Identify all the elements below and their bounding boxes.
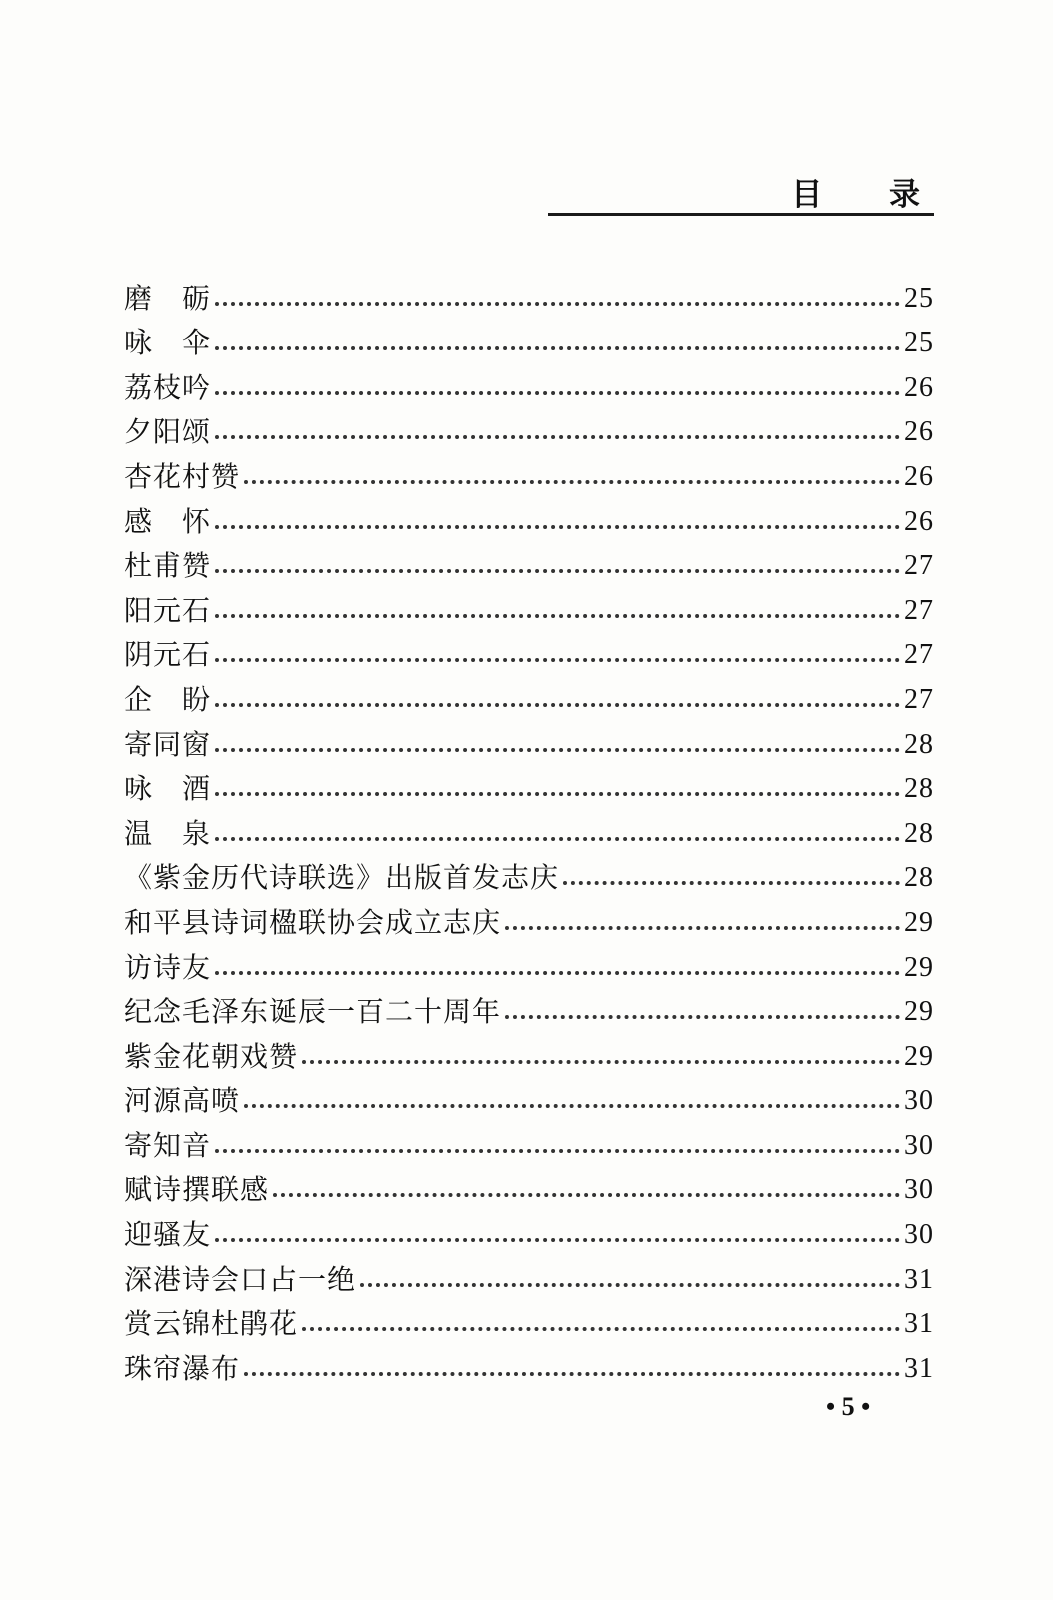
entry-title: 寄同窗 <box>124 727 212 761</box>
dot-leader <box>215 346 900 350</box>
toc-entry[interactable] <box>124 1208 934 1253</box>
toc-entry[interactable] <box>124 1298 934 1343</box>
dot-leader <box>215 971 900 975</box>
dot-leader <box>215 748 900 752</box>
toc-entry[interactable] <box>124 852 934 897</box>
entry-page-number: 31 <box>904 1263 934 1295</box>
toc-entry[interactable] <box>124 1164 934 1209</box>
toc-entry[interactable] <box>124 406 934 451</box>
entry-title: 企 盼 <box>124 682 212 716</box>
dot-leader <box>215 703 900 707</box>
entry-page-number: 31 <box>904 1352 934 1384</box>
entry-title: 阴元石 <box>124 638 212 672</box>
entry-page-number: 29 <box>904 951 934 983</box>
entry-title: 杏花村赞 <box>124 459 241 493</box>
dot-leader <box>215 569 900 573</box>
entry-page-number: 30 <box>904 1129 934 1161</box>
entry-title: 珠帘瀑布 <box>124 1351 241 1385</box>
entry-page-number: 25 <box>904 282 934 314</box>
entry-title: 感 怀 <box>124 504 212 538</box>
dot-leader <box>215 792 900 796</box>
toc-entry[interactable] <box>124 629 934 674</box>
toc-entry[interactable] <box>124 540 934 585</box>
dot-leader <box>215 658 900 662</box>
entry-title: 河源高喷 <box>124 1084 241 1118</box>
entry-title: 温 泉 <box>124 816 212 850</box>
dot-leader <box>215 1238 900 1242</box>
toc-entry[interactable] <box>124 1253 934 1298</box>
page-title: 目 录 <box>791 177 948 213</box>
dot-leader <box>302 1327 900 1331</box>
toc-entry[interactable] <box>124 317 934 362</box>
entry-title: 《紫金历代诗联选》出版首发志庆 <box>124 861 560 895</box>
entry-page-number: 29 <box>904 1040 934 1072</box>
entry-page-number: 28 <box>904 773 934 805</box>
entry-page-number: 26 <box>904 371 934 403</box>
dot-leader <box>563 881 900 885</box>
dot-leader <box>215 837 900 841</box>
toc-entry[interactable] <box>124 450 934 495</box>
entry-page-number: 30 <box>904 1085 934 1117</box>
entry-title: 杜甫赞 <box>124 549 212 583</box>
dot-leader <box>505 1015 900 1019</box>
dot-leader <box>360 1283 900 1287</box>
entry-title: 阳元石 <box>124 593 212 627</box>
toc-entry[interactable] <box>124 1075 934 1120</box>
entry-title: 深港诗会口占一绝 <box>124 1262 357 1296</box>
entry-title: 咏 酒 <box>124 772 212 806</box>
entry-page-number: 26 <box>904 460 934 492</box>
toc-entry[interactable] <box>124 941 934 986</box>
table-of-contents <box>124 272 934 1387</box>
entry-title: 咏 伞 <box>124 326 212 360</box>
entry-title: 访诗友 <box>124 950 212 984</box>
entry-title: 夕阳颂 <box>124 415 212 449</box>
toc-entry[interactable] <box>124 584 934 629</box>
entry-title: 赏云锦杜鹃花 <box>124 1307 299 1341</box>
entry-page-number: 30 <box>904 1174 934 1206</box>
dot-leader <box>215 302 900 306</box>
toc-entry[interactable] <box>124 272 934 317</box>
entry-page-number: 28 <box>904 728 934 760</box>
entry-page-number: 26 <box>904 505 934 537</box>
dot-leader <box>215 435 900 439</box>
entry-title: 迎骚友 <box>124 1218 212 1252</box>
page-number: • 5 • <box>826 1392 871 1421</box>
toc-entry[interactable] <box>124 807 934 852</box>
toc-entry[interactable] <box>124 718 934 763</box>
dot-leader <box>302 1060 900 1064</box>
entry-title: 磨 砺 <box>124 281 212 315</box>
toc-entry[interactable] <box>124 495 934 540</box>
entry-title: 荔枝吟 <box>124 370 212 404</box>
entry-page-number: 27 <box>904 683 934 715</box>
dot-leader <box>244 1372 900 1376</box>
toc-entry[interactable] <box>124 673 934 718</box>
entry-page-number: 29 <box>904 906 934 938</box>
entry-page-number: 26 <box>904 416 934 448</box>
dot-leader <box>215 391 900 395</box>
entry-page-number: 28 <box>904 862 934 894</box>
entry-page-number: 27 <box>904 550 934 582</box>
entry-page-number: 28 <box>904 817 934 849</box>
toc-entry[interactable] <box>124 1119 934 1164</box>
entry-page-number: 31 <box>904 1308 934 1340</box>
toc-entry[interactable] <box>124 1030 934 1075</box>
toc-entry[interactable] <box>124 986 934 1031</box>
dot-leader <box>244 1104 900 1108</box>
entry-title: 和平县诗词楹联协会成立志庆 <box>124 905 502 939</box>
entry-page-number: 27 <box>904 594 934 626</box>
dot-leader <box>505 926 900 930</box>
entry-page-number: 30 <box>904 1219 934 1251</box>
entry-page-number: 27 <box>904 639 934 671</box>
entry-page-number: 25 <box>904 327 934 359</box>
toc-entry[interactable] <box>124 763 934 808</box>
toc-entry[interactable] <box>124 361 934 406</box>
dot-leader <box>244 480 900 484</box>
entry-title: 赋诗撰联感 <box>124 1173 270 1207</box>
entry-title: 紫金花朝戏赞 <box>124 1039 299 1073</box>
toc-entry[interactable] <box>124 1342 934 1387</box>
dot-leader <box>215 1149 900 1153</box>
toc-entry[interactable] <box>124 896 934 941</box>
dot-leader <box>215 614 900 618</box>
entry-title: 纪念毛泽东诞辰一百二十周年 <box>124 995 502 1029</box>
dot-leader <box>273 1193 900 1197</box>
dot-leader <box>215 525 900 529</box>
entry-page-number: 29 <box>904 996 934 1028</box>
entry-title: 寄知音 <box>124 1128 212 1162</box>
page-header <box>548 165 948 216</box>
